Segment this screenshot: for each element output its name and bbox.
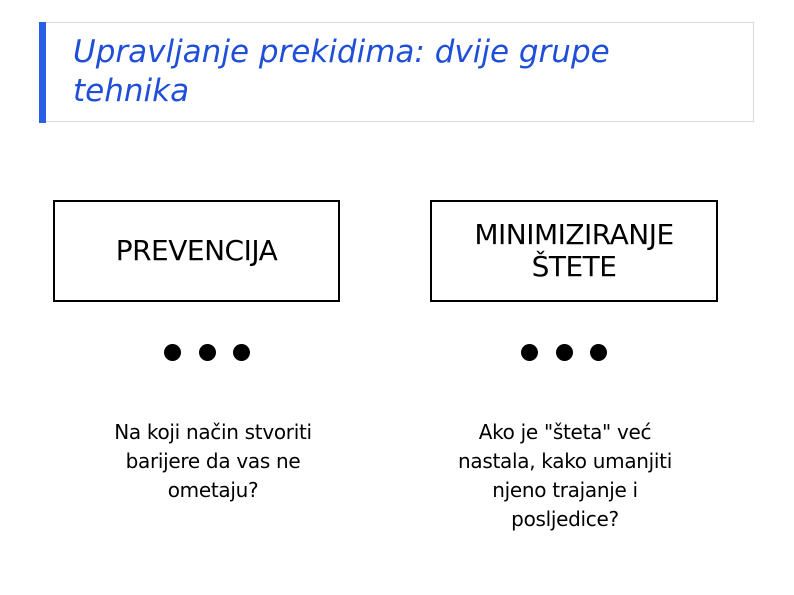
title-accent-bar (39, 22, 46, 123)
slide-title: Upravljanje prekidima: dvije grupe tehnika (73, 34, 610, 109)
dot-icon (164, 344, 181, 361)
damage-minimization-heading-box (430, 200, 718, 302)
damage-minimization-ellipsis (521, 342, 607, 362)
prevention-heading-box (53, 200, 340, 302)
prevention-description: Na koji način stvoriti barijere da vas ne ometaju? (114, 420, 312, 502)
dot-icon (590, 344, 607, 361)
dot-icon (521, 344, 538, 361)
dot-icon (233, 344, 250, 361)
damage-minimization-description: Ako je "šteta" već nastala, kako umanjiti njeno trajanje i posljedice? (458, 420, 672, 531)
prevention-heading: PREVENCIJA (115, 234, 278, 267)
prevention-ellipsis (164, 342, 250, 362)
damage-minimization-heading: MINIMIZIRANJE ŠTETE (474, 218, 674, 283)
dot-icon (199, 344, 216, 361)
dot-icon (556, 344, 573, 361)
